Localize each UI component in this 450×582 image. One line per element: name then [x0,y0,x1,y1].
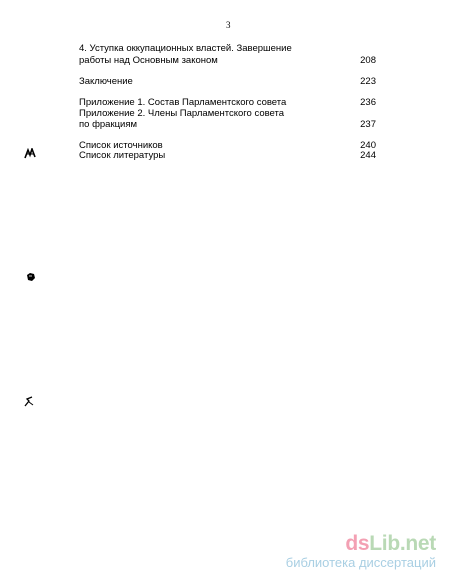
toc-entry-1-line-1: 4. Уступка оккупационных властей. Завершение [79,43,292,54]
watermark-tagline: библиотека диссертаций [285,555,436,570]
page-number: 3 [226,20,231,30]
toc-entry-1-line-2: работы над Основным законом [79,55,218,66]
toc-entry-4-page: 237 [360,119,376,130]
scan-artifact-mark [23,148,37,160]
watermark-brand-prefix: ds [345,532,370,555]
watermark-brand-main: Lib.net [369,532,436,555]
toc-entry-4-line-1: Приложение 2. Члены Парламентского совета [79,108,285,119]
toc-entry-6-line-1: Список литературы [79,150,166,161]
scan-artifact-mark [23,396,35,408]
toc-entry-6-page: 244 [360,150,376,161]
watermark-brand [286,533,436,555]
toc-entry-3-page: 236 [360,97,376,108]
toc-entry-4-line-2: по фракциям [79,119,138,130]
toc-entry-5-page: 240 [360,140,376,151]
toc-entry-2-page: 223 [360,76,376,87]
scan-artifact-mark [26,272,36,282]
toc-entry-1-page: 208 [360,55,376,66]
toc-entry-5-line-1: Список источников [79,140,163,151]
toc-entry-2-line-1: Заключение [79,76,133,87]
toc-entry-3-line-1: Приложение 1. Состав Парламентского совета [79,97,287,108]
dslib-watermark-logo [286,533,436,570]
